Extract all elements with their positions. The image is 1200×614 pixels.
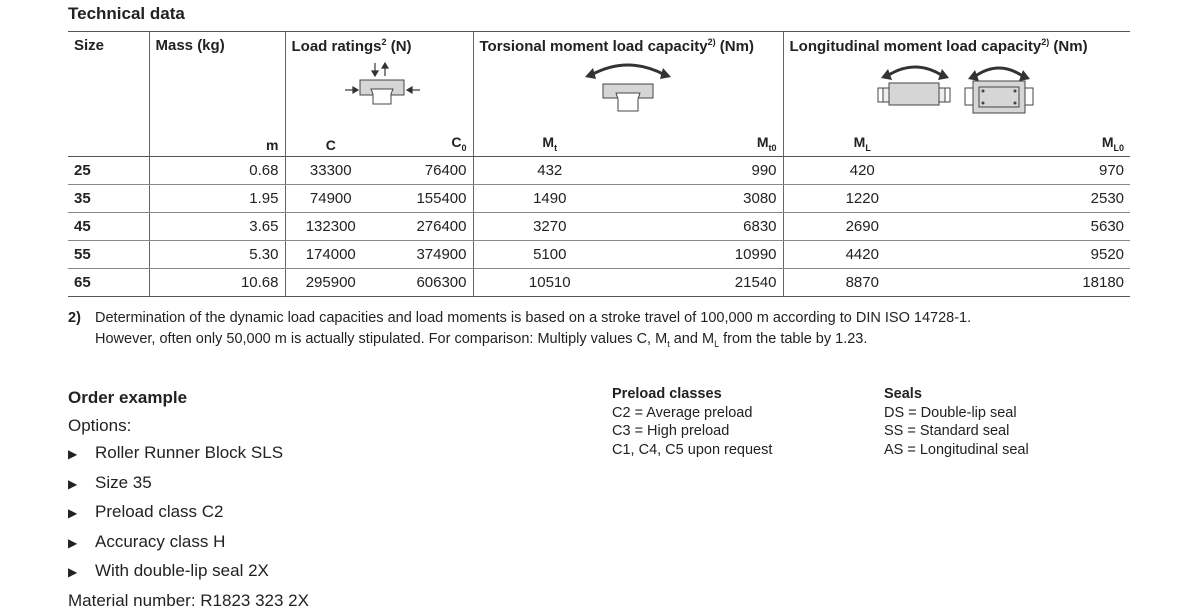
list-item: C3 = High preload [612, 422, 772, 441]
table-row: 55 5.30 174000 374900 5100 10990 4420 9520 [68, 241, 1130, 269]
list-item: DS = Double-lip seal [884, 404, 1029, 423]
footnote-line-1: Determination of the dynamic load capacities and load moments is based on a stroke travel of 100,000 m according to DIN ISO 14728-1. [95, 310, 971, 326]
symbol-Mt0: $M_{t0}$ [626, 125, 783, 157]
seals-title: Seals [884, 385, 1029, 404]
page-title: Technical data [68, 4, 185, 24]
preload-classes [612, 385, 772, 459]
footnote [68, 308, 1168, 355]
symbol-Mt: $M_t$ [473, 125, 626, 157]
order-example-title: Order example [68, 384, 309, 412]
table-row: 45 3.65 132300 276400 3270 6830 2690 5630 [68, 213, 1130, 241]
table-row: 25 0.68 33300 76400 432 990 420 970 [68, 157, 1130, 185]
torsional-moment-icon [583, 55, 673, 121]
bullet-arrow-icon: ▶ [68, 559, 95, 587]
table-row: 35 1.95 74900 155400 1490 3080 1220 2530 [68, 185, 1130, 213]
header-load-ratings: Load ratings$^2$ (N) [285, 32, 473, 56]
list-item: ▶ Size 35 [68, 469, 309, 499]
table-row: 65 10.68 295900 606300 10510 21540 8870 18180 [68, 269, 1130, 297]
load-ratings-icon [292, 55, 492, 121]
list-item: ▶ Accuracy class H [68, 528, 309, 558]
seals [884, 385, 1029, 459]
list-item: C2 = Average preload [612, 404, 772, 423]
symbol-ML0: $M_{L0}$ [941, 125, 1130, 157]
options-list [68, 439, 309, 587]
footnote-line-2: However, often only 50,000 m is actually stipulated. For comparison: Multiply values C, $M_t$ and $M_L$ from the table by 1.23. [68, 329, 1168, 355]
bullet-arrow-icon: ▶ [68, 530, 95, 558]
options-label: Options: [68, 412, 309, 440]
order-example [68, 384, 309, 614]
material-number: Material number: R1823 323 2X [68, 587, 309, 614]
list-item: SS = Standard seal [884, 422, 1029, 441]
symbol-C: C [285, 125, 376, 157]
technical-data-table [68, 31, 1130, 297]
symbol-C0: $C_0$ [376, 125, 473, 157]
list-item: ▶ With double-lip seal 2X [68, 557, 309, 587]
bullet-arrow-icon: ▶ [68, 471, 95, 499]
list-item: ▶ Preload class C2 [68, 498, 309, 528]
list-item: AS = Longitudinal seal [884, 441, 1029, 460]
preload-classes-title: Preload classes [612, 385, 772, 404]
header-size: Size [68, 32, 149, 56]
header-torsional: Torsional moment load capacity$^{2)}$ (Nm) [473, 32, 783, 56]
longitudinal-moment-top-icon [959, 55, 1039, 121]
symbol-m: m [149, 125, 285, 157]
symbol-ML: $M_L$ [783, 125, 941, 157]
bullet-arrow-icon: ▶ [68, 441, 95, 469]
header-mass: Mass (kg) [149, 32, 285, 56]
header-longitudinal: Longitudinal moment load capacity$^{2)}$ (Nm) [783, 32, 1130, 56]
list-item: C1, C4, C5 upon request [612, 441, 772, 460]
footnote-number: 2) [68, 308, 95, 329]
list-item: ▶ Roller Runner Block SLS [68, 439, 309, 469]
longitudinal-moment-side-icon [875, 55, 955, 121]
bullet-arrow-icon: ▶ [68, 500, 95, 528]
